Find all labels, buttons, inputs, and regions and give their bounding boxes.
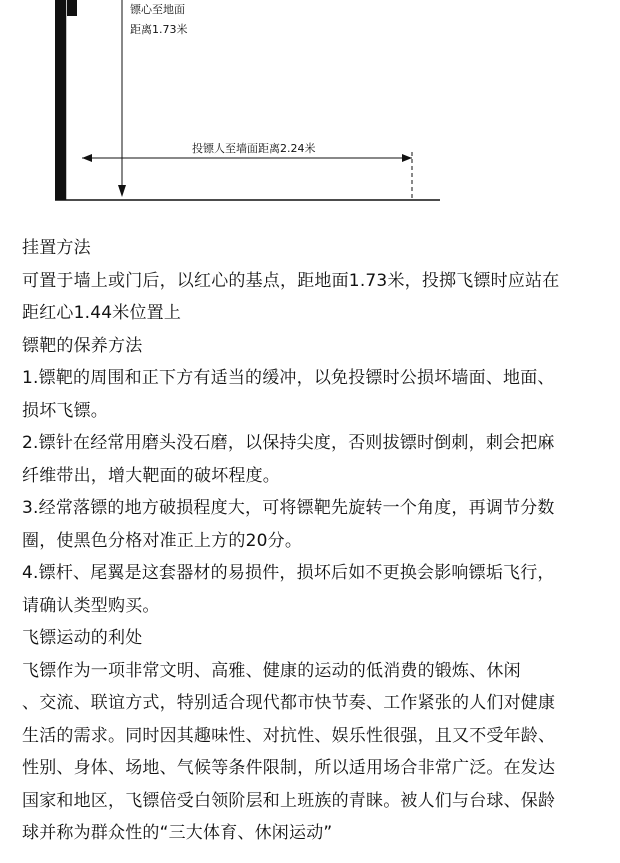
text-line: 纤维带出，增大靶面的破坏程度。 <box>22 465 280 486</box>
instructions-text <box>22 232 612 850</box>
text-line: 可置于墙上或门后，以红心的基点，距地面1.73米，投掷飞镖时应站在 <box>22 270 560 291</box>
section-title-maintenance: 镖靶的保养方法 <box>22 335 143 356</box>
height-label-line1: 镖心至地面 <box>130 3 185 16</box>
text-line: 请确认类型购买。 <box>22 595 160 616</box>
section-title-hanging: 挂置方法 <box>22 238 91 258</box>
text-line: 圈，使黑色分格对准正上方的20分。 <box>22 530 303 551</box>
text-line: 4.镖杆、尾翼是这套器材的易损件，损坏后如不更换会影响镖垢飞行， <box>22 563 555 583</box>
text-line: 国家和地区，飞镖倍受白领阶层和上班族的青睐。被人们与台球、保龄 <box>22 790 556 811</box>
text-line: 1.镖靶的周围和正下方有适当的缓冲，以免投镖时公损坏墙面、地面、 <box>22 368 555 388</box>
placement-diagram-svg <box>0 0 620 225</box>
section-title-benefits: 飞镖运动的利处 <box>22 628 143 648</box>
distance-arrow-right-icon <box>402 154 412 162</box>
text-line: 3.经常落镖的地方破损程度大，可将镖靶先旋转一个角度，再调节分数 <box>22 498 555 518</box>
text-line: 距红心1.44米位置上 <box>22 303 182 323</box>
distance-label: 投镖人至墙面距离2.24米 <box>192 142 316 155</box>
dartboard-placement-diagram <box>0 0 620 225</box>
text-line: 飞镖作为一项非常文明、高雅、健康的运动的低消费的锻炼、休闲 <box>22 660 521 681</box>
text-line: 、交流、联谊方式，特别适合现代都市快节奏、工作紧张的人们对健康 <box>22 693 556 713</box>
dartboard <box>67 0 77 16</box>
wall <box>55 0 67 200</box>
text-line: 性别、身体、场地、气候等条件限制，所以适用场合非常广泛。在发达 <box>22 758 556 778</box>
distance-arrow-left-icon <box>82 154 92 162</box>
text-line: 生活的需求。同时因其趣味性、对抗性、娱乐性很强，且又不受年龄、 <box>22 725 556 746</box>
text-line: 2.镖针在经常用磨头没石磨，以保持尖度，否则拔镖时倒刺，刺会把麻 <box>22 433 555 453</box>
text-line: 球并称为群众性的“三大体育、休闲运动” <box>22 823 333 843</box>
text-line: 损坏飞镖。 <box>22 400 108 421</box>
height-arrow-icon <box>118 185 126 197</box>
height-label-line2: 距离1.73米 <box>130 23 188 36</box>
